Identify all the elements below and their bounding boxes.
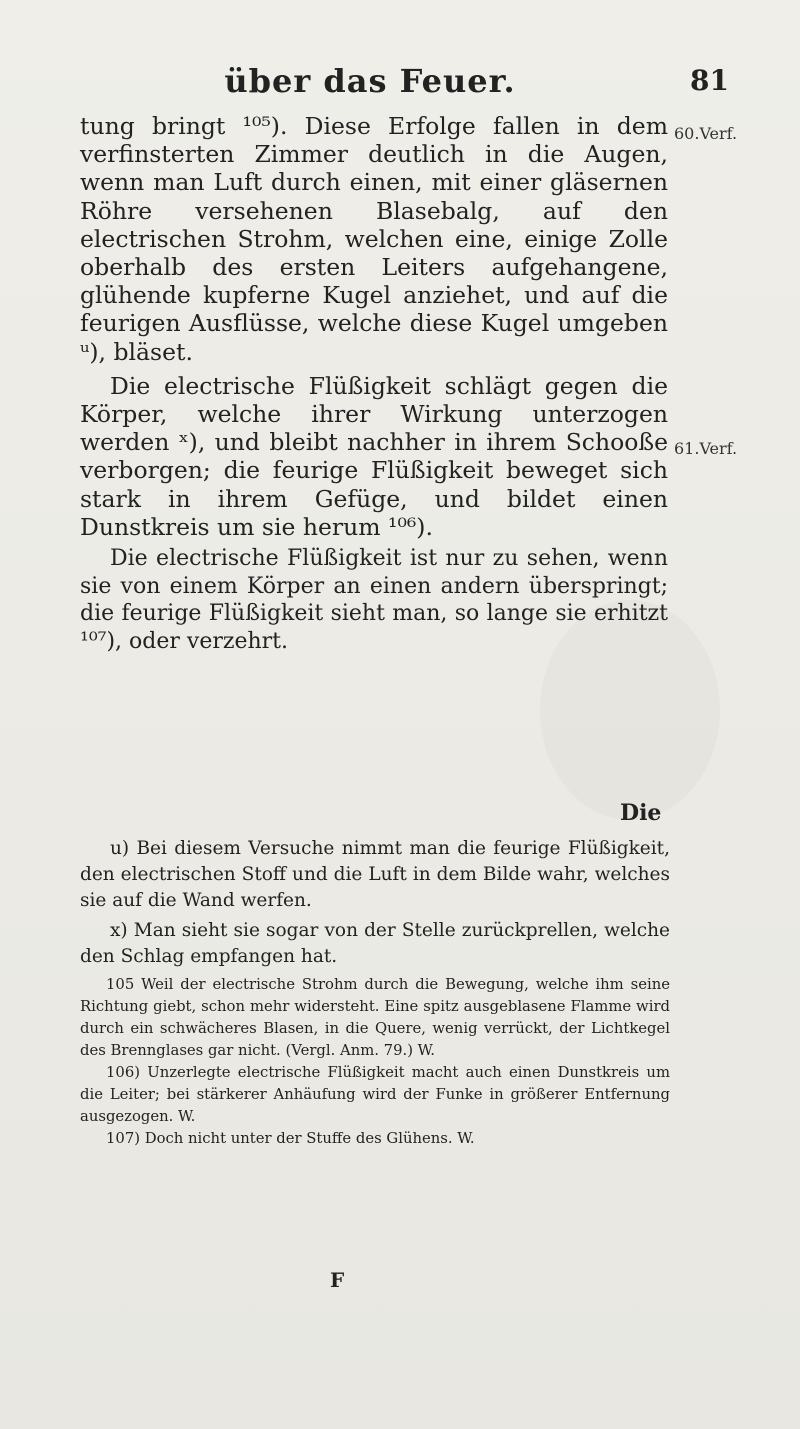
paragraph-electric-fluid: Die electrische Flüßigkeit schlägt gegen die Körper, welche ihrer Wirkung unterzogen werden ˣ), und bleibt nachher in ihrem Schooße verborgen; die feurige Flüßigkeit beweget sich stark in ihrem Gefüge, und bildet einen Dunstkreis um sie herum ¹⁰⁶). xyxy=(80,371,668,541)
footnote-106: 106) Unzerlegte electrische Flüßigkeit macht auch einen Dunstkreis um die Leiter; bei stärkerer Anhäufung wird der Funke in größerer Entfernung ausgezogen. W. xyxy=(80,1064,670,1125)
footnote-105: 105 Weil der electrische Strohm durch die Bewegung, welche ihm seine Richtung giebt, schon mehr widersteht. Eine spitz ausgeblasene Flamme wird durch ein schwächeres Blasen, in die Quere, wenig verrückt, der Lichtkegel des Brennglases gar nicht. (Vergl. Anm. 79.) W. xyxy=(80,976,670,1059)
signature-mark: F xyxy=(330,1268,345,1292)
catchword: Die xyxy=(620,800,662,826)
footnote-107: 107) Doch nicht unter der Stuffe des Glühens. W. xyxy=(106,1130,475,1147)
running-title: über das Feuer. xyxy=(224,62,516,100)
footnote-u: u) Bei diesem Versuche nimmt man die feurige Flüßigkeit, den electrischen Stoff und die Luft in dem Bilde wahr, welches sie auf die Wand werfen. xyxy=(80,838,670,911)
paragraph-visibility: Die electrische Flüßigkeit ist nur zu sehen, wenn sie von einem Körper an einen andern überspringt; die feurige Flüßigkeit sieht man, so lange sie erhitzt ¹⁰⁷), oder verzehrt. xyxy=(80,546,668,654)
footnote-x: x) Man sieht sie sogar von der Stelle zurückprellen, welche den Schlag empfangen hat. xyxy=(80,920,670,967)
page-number: 81 xyxy=(690,64,729,97)
margin-note-experiment-60: 60.Verf. xyxy=(674,124,738,143)
main-text xyxy=(80,112,668,655)
footnotes xyxy=(80,836,670,1150)
paragraph-continuation: tung bringt ¹⁰⁵). Diese Erfolge fallen in dem verfinsterten Zimmer deutlich in die Augen, wenn man Luft durch einen, mit einer gläsernen Röhre versehenen Blasebalg, auf den electrischen Strohm, welchen eine, einige Zolle oberhalb des ersten Leiters aufgehangene, glühende kupferne Kugel anziehet, und auf die feurigen Ausflüsse, welche diese Kugel umgeben ᵘ), bläset. xyxy=(80,112,668,366)
margin-note-experiment-61: 61.Verf. xyxy=(674,439,738,458)
running-head xyxy=(0,62,800,102)
